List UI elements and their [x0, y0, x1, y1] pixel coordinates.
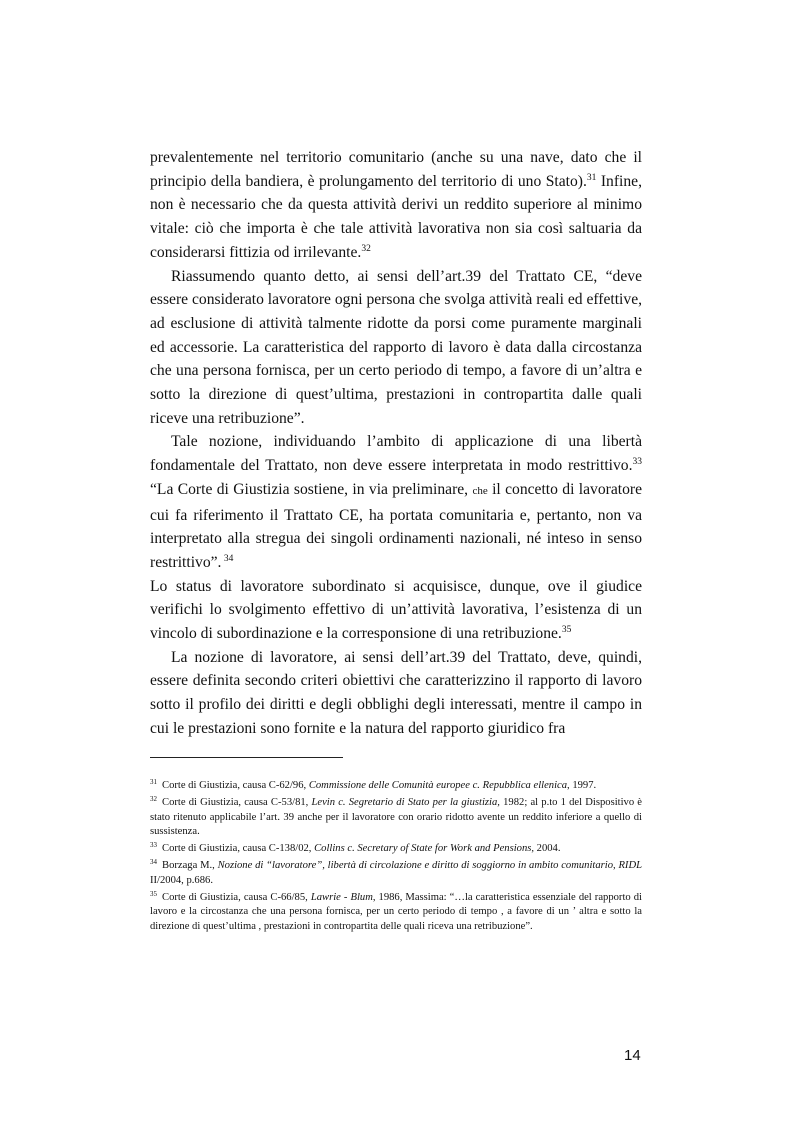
footnote-text: Corte di Giustizia, causa C-138/02,: [162, 843, 315, 855]
footnote-34: [150, 859, 642, 889]
footnote-ref: 33: [632, 457, 642, 468]
paragraph-2: [150, 265, 642, 431]
footnote-31: [150, 779, 642, 794]
footnote-separator: [150, 757, 343, 758]
footnote-ref: 34: [221, 553, 234, 564]
paragraph-text: che: [472, 484, 488, 497]
paragraph-text: Lo status di lavoratore subordinato si acquisisce, dunque, ove il giudice verifichi lo svolgimento effettivo di un’attività lavorativa, l’esistenza di un vincolo di subordinazione e la corresponsione di una retribuzione.: [150, 577, 642, 643]
footnote-title: Collins c. Secretary of State for Work and Pensions,: [314, 843, 535, 855]
footnote-title: Levin c. Segretario di Stato per la giustizia,: [311, 796, 500, 808]
footnote-text: 1982; al p.to 1 del Dispositivo è stato ritenuto applicabile l’art. 39 anche per il lavoratore con orario ridotto avente un reddito inferiore a quello di sussistenza.: [150, 796, 642, 838]
footnote-ref: 31: [586, 172, 597, 183]
body-text: [150, 146, 642, 741]
footnote-number: 32: [150, 794, 157, 803]
footnote-text: Corte di Giustizia, causa C-66/85,: [162, 891, 311, 903]
paragraph-3: [150, 430, 642, 574]
paragraph-text: Riassumendo quanto detto, ai sensi dell’art.39 del Trattato CE, “deve essere considerato lavoratore ogni persona che svolga attività reali ed effettive, ad esclusione di attività talmente ridotte da porsi come puramente marginali ed accessorie. La caratteristica del rapporto di lavoro è data dalla circostanza che una persona fornisca, per un certo periodo di tempo, a favore di un’altra e sotto la direzione di quest’ultima, prestazioni in contropartita dalle quali riceve una retribuzione”.: [150, 267, 643, 427]
paragraph-text: prevalentemente nel territorio comunitario (anche su una nave, dato che il principio della bandiera, è prolungamento del territorio di uno Stato).: [150, 149, 642, 190]
paragraph-text: Infine, non è necessario che da questa attività derivi un reddito superiore al minimo vitale: ciò che importa è che tale attività lavorativa non sia così saltuaria da considerarsi fittizia od irrilevante.: [150, 172, 642, 261]
footnote-text: Corte di Giustizia, causa C-62/96,: [162, 780, 309, 791]
footnote-35: [150, 891, 642, 935]
footnote-number: 35: [150, 889, 157, 898]
paragraph-1: [150, 146, 642, 265]
paragraph-text: La nozione di lavoratore, ai sensi dell’art.39 del Trattato, deve, quindi, essere definita secondo criteri obiettivi che caratterizzino il rapporto di lavoro sotto il profilo dei diritti e degli obblighi degli interessati, mentre il campo in cui le prestazioni sono fornite e la natura del rapporto giuridico fra: [150, 648, 642, 737]
footnote-title: Commissione delle Comunità europee c. Repubblica ellenica: [308, 780, 568, 791]
footnote-number: 33: [150, 841, 157, 850]
paragraph-4: [150, 575, 642, 646]
paragraph-text: Tale nozione, individuando l’ambito di applicazione di una libertà fondamentale del Trattato, non deve essere interpretata in modo restrittivo.: [150, 433, 642, 475]
footnote-text: , 1986, Massima: “…la caratteristica essenziale del rapporto di lavoro e la circostanza che una persona fornisca, per un certo periodo di tempo , a favore di un ’ altra e sotto la direzione di quest’ultima , prestazioni in contropartita delle quali riceva una retribuzione”.: [150, 891, 642, 933]
footnote-33: [150, 842, 642, 857]
footnote-ref: 32: [361, 243, 371, 254]
footnote-32: [150, 796, 642, 840]
footnote-text: Borzaga M.,: [162, 859, 218, 871]
footnote-title: Lawrie - Blum: [310, 891, 373, 903]
footnote-text: 2004.: [534, 843, 561, 855]
footnote-ref: 35: [561, 625, 572, 636]
footnote-text: II/2004, p.686.: [150, 874, 213, 886]
footnote-text: Corte di Giustizia, causa C-53/81,: [162, 796, 312, 808]
footnote-number: 34: [150, 857, 157, 866]
footnotes: [150, 779, 642, 937]
page-number: 14: [624, 1047, 641, 1064]
paragraph-5: [150, 646, 642, 741]
footnote-number: 31: [150, 778, 157, 786]
footnote-title: Nozione di “lavoratore”, libertà di circolazione e diritto di soggiorno in ambito comunitario, RIDL: [217, 859, 642, 871]
footnote-text: , 1997.: [567, 780, 597, 791]
paragraph-text: “La Corte di Giustizia sostiene, in via preliminare,: [150, 480, 473, 498]
paragraph-text: il concetto di lavoratore cui fa riferimento il Trattato CE, ha portata comunitaria e, pertanto, non va interpretato alla stregua dei singoli ordinamenti nazionali, né inteso in senso restrittivo”.: [150, 480, 642, 571]
